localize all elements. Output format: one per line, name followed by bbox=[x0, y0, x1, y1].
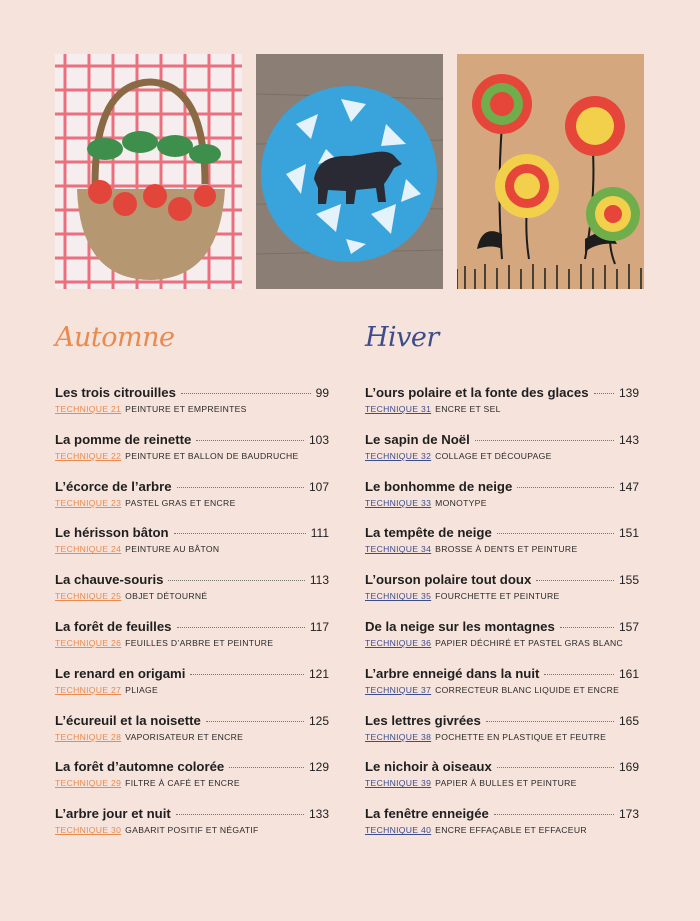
leader-dots bbox=[177, 627, 305, 628]
entry-page-number: 103 bbox=[308, 432, 329, 447]
entry-technique bbox=[55, 590, 329, 603]
entry-page-number: 99 bbox=[315, 386, 329, 400]
entry-line bbox=[55, 805, 329, 823]
entry-line bbox=[365, 758, 639, 776]
entry-line bbox=[365, 431, 639, 449]
leader-dots bbox=[517, 487, 614, 488]
entry-line bbox=[365, 618, 639, 636]
entry-page-number: 139 bbox=[618, 386, 639, 400]
entry-title: La fenêtre enneigée bbox=[365, 806, 489, 822]
leader-dots bbox=[536, 580, 614, 581]
entry-title: La pomme de reinette bbox=[55, 431, 192, 447]
entry-page-number: 107 bbox=[308, 479, 329, 494]
technique-description: OBJET DÉTOURNÉ bbox=[125, 591, 208, 602]
toc-entry[interactable] bbox=[55, 618, 329, 665]
leader-dots bbox=[177, 487, 304, 488]
photo-strip bbox=[55, 54, 645, 289]
toc-entry[interactable] bbox=[365, 524, 639, 571]
entry-page-number: 129 bbox=[308, 760, 329, 775]
technique-description: COLLAGE ET DÉCOUPAGE bbox=[435, 450, 552, 461]
entry-title: La forêt de feuilles bbox=[55, 618, 172, 634]
entry-technique bbox=[365, 637, 639, 650]
entry-page-number: 161 bbox=[618, 666, 639, 681]
polar-bear-mosaic-photo bbox=[256, 54, 443, 289]
technique-description: VAPORISATEUR ET ENCRE bbox=[125, 731, 244, 742]
toc-entry[interactable] bbox=[365, 665, 639, 712]
entry-line bbox=[55, 384, 329, 402]
entry-page-number: 173 bbox=[618, 807, 639, 822]
entry-line bbox=[55, 712, 329, 730]
technique-label: TECHNIQUE 32 bbox=[365, 450, 432, 461]
technique-label: TECHNIQUE 24 bbox=[55, 544, 122, 555]
entry-line bbox=[365, 805, 639, 823]
entry-line bbox=[55, 571, 329, 589]
entry-title: Le sapin de Noël bbox=[365, 431, 470, 447]
toc-entry[interactable] bbox=[55, 384, 329, 431]
leader-dots bbox=[594, 393, 614, 394]
technique-description: ENCRE EFFAÇABLE ET EFFACEUR bbox=[435, 825, 587, 836]
leader-dots bbox=[174, 533, 306, 534]
entry-title: L’ours polaire et la fonte des glaces bbox=[365, 385, 589, 400]
entry-line bbox=[55, 665, 329, 683]
entry-technique bbox=[365, 497, 639, 510]
technique-label: TECHNIQUE 39 bbox=[365, 778, 432, 789]
entry-page-number: 117 bbox=[309, 619, 329, 634]
section-winter bbox=[365, 318, 639, 852]
toc-entry[interactable] bbox=[365, 618, 639, 665]
entry-technique bbox=[365, 450, 639, 463]
entry-page-number: 155 bbox=[618, 573, 639, 588]
toc-entry[interactable] bbox=[365, 384, 639, 431]
technique-label: TECHNIQUE 22 bbox=[55, 450, 122, 461]
toc-entry[interactable] bbox=[55, 524, 329, 571]
technique-label: TECHNIQUE 36 bbox=[365, 637, 432, 648]
entry-technique bbox=[365, 684, 639, 697]
entry-title: La forêt d’automne colorée bbox=[55, 759, 225, 775]
leader-dots bbox=[206, 721, 304, 722]
leader-dots bbox=[486, 721, 614, 722]
entry-page-number: 157 bbox=[618, 619, 639, 634]
technique-description: BROSSE À DENTS ET PEINTURE bbox=[435, 544, 578, 555]
leader-dots bbox=[497, 533, 614, 534]
entry-page-number: 125 bbox=[308, 713, 329, 728]
entry-page-number: 113 bbox=[309, 573, 329, 588]
entry-line bbox=[55, 524, 329, 542]
entry-page-number: 147 bbox=[618, 479, 639, 494]
entry-line bbox=[365, 524, 639, 542]
entry-technique bbox=[55, 684, 329, 697]
section-title: Automne bbox=[55, 322, 175, 353]
technique-label: TECHNIQUE 25 bbox=[55, 591, 122, 602]
technique-label: TECHNIQUE 26 bbox=[55, 637, 122, 648]
entry-line bbox=[55, 431, 329, 449]
entry-title: L’écureuil et la noisette bbox=[55, 712, 201, 728]
leader-dots bbox=[168, 580, 304, 581]
entry-title: L’arbre enneigé dans la nuit bbox=[365, 665, 540, 681]
entry-page-number: 111 bbox=[310, 526, 329, 541]
toc-entry[interactable] bbox=[55, 431, 329, 478]
technique-label: TECHNIQUE 37 bbox=[365, 684, 432, 695]
entry-line bbox=[365, 384, 639, 402]
technique-description: PEINTURE ET EMPREINTES bbox=[125, 404, 247, 414]
technique-description: PASTEL GRAS ET ENCRE bbox=[125, 497, 236, 508]
entry-technique bbox=[55, 824, 329, 837]
technique-description: PAPIER DÉCHIRÉ ET PASTEL GRAS BLANC bbox=[435, 637, 624, 648]
technique-label: TECHNIQUE 38 bbox=[365, 731, 432, 742]
leader-dots bbox=[190, 674, 304, 675]
technique-label: TECHNIQUE 23 bbox=[55, 497, 122, 508]
leader-dots bbox=[475, 440, 614, 441]
entry-technique bbox=[365, 590, 639, 603]
entry-line bbox=[55, 478, 329, 496]
entry-line bbox=[365, 571, 639, 589]
section-title: Hiver bbox=[365, 322, 439, 353]
leader-dots bbox=[176, 814, 304, 815]
technique-description: CORRECTEUR BLANC LIQUIDE ET ENCRE bbox=[435, 684, 620, 695]
leader-dots bbox=[560, 627, 614, 628]
entry-line bbox=[365, 712, 639, 730]
technique-label: TECHNIQUE 21 bbox=[55, 404, 122, 414]
entry-page-number: 165 bbox=[618, 713, 639, 728]
entry-technique bbox=[55, 731, 329, 744]
leader-dots bbox=[497, 767, 614, 768]
toc-entry[interactable] bbox=[365, 758, 639, 805]
toc-entry[interactable] bbox=[365, 712, 639, 759]
entry-technique bbox=[55, 450, 329, 463]
toc-entry[interactable] bbox=[55, 758, 329, 805]
toc-list bbox=[365, 384, 639, 852]
technique-description: FILTRE À CAFÉ ET ENCRE bbox=[125, 778, 240, 789]
entry-page-number: 121 bbox=[308, 666, 329, 681]
technique-label: TECHNIQUE 29 bbox=[55, 778, 122, 789]
entry-title: Le hérisson bâton bbox=[55, 525, 169, 541]
leader-dots bbox=[229, 767, 304, 768]
leader-dots bbox=[494, 814, 614, 815]
entry-title: Le renard en origami bbox=[55, 665, 186, 681]
technique-description: PAPIER À BULLES ET PEINTURE bbox=[435, 778, 577, 789]
entry-title: Le nichoir à oiseaux bbox=[365, 759, 492, 775]
entry-title: Les trois citrouilles bbox=[55, 385, 176, 400]
toc-entry[interactable] bbox=[55, 665, 329, 712]
technique-label: TECHNIQUE 35 bbox=[365, 591, 432, 602]
felt-flowers-photo bbox=[457, 54, 644, 289]
entry-title: L’ourson polaire tout doux bbox=[365, 572, 532, 588]
entry-technique bbox=[365, 777, 639, 790]
entry-technique bbox=[365, 543, 639, 556]
technique-description: PEINTURE ET BALLON DE BAUDRUCHE bbox=[125, 450, 299, 461]
technique-description: GABARIT POSITIF ET NÉGATIF bbox=[125, 825, 259, 836]
section-autumn bbox=[55, 318, 329, 852]
leader-dots bbox=[181, 393, 311, 394]
technique-label: TECHNIQUE 28 bbox=[55, 731, 122, 742]
toc-entry[interactable] bbox=[55, 712, 329, 759]
cherry-basket-photo bbox=[55, 54, 242, 289]
technique-description: PEINTURE AU BÂTON bbox=[125, 544, 220, 555]
entry-line bbox=[55, 618, 329, 636]
technique-label: TECHNIQUE 34 bbox=[365, 544, 432, 555]
entry-technique bbox=[55, 543, 329, 556]
technique-description: POCHETTE EN PLASTIQUE ET FEUTRE bbox=[435, 731, 607, 742]
entry-title: L’arbre jour et nuit bbox=[55, 806, 171, 822]
toc-list bbox=[55, 384, 329, 852]
toc-entry[interactable] bbox=[365, 805, 639, 852]
technique-label: TECHNIQUE 31 bbox=[365, 404, 432, 414]
toc-entry[interactable] bbox=[365, 431, 639, 478]
technique-description: MONOTYPE bbox=[435, 497, 487, 508]
technique-description: PLIAGE bbox=[125, 684, 159, 695]
entry-title: Les lettres givrées bbox=[365, 712, 481, 728]
entry-line bbox=[55, 758, 329, 776]
toc-entry[interactable] bbox=[55, 805, 329, 852]
technique-label: TECHNIQUE 30 bbox=[55, 825, 122, 836]
technique-description: FEUILLES D’ARBRE ET PEINTURE bbox=[125, 637, 274, 648]
entry-technique bbox=[365, 731, 639, 744]
toc-entry[interactable] bbox=[55, 478, 329, 525]
entry-technique bbox=[55, 637, 329, 650]
leader-dots bbox=[544, 674, 614, 675]
entry-title: Le bonhomme de neige bbox=[365, 478, 513, 494]
entry-page-number: 133 bbox=[308, 807, 329, 822]
toc-entry[interactable] bbox=[365, 571, 639, 618]
entry-technique bbox=[55, 497, 329, 510]
entry-line bbox=[365, 665, 639, 683]
entry-technique bbox=[55, 403, 329, 416]
entry-page-number: 151 bbox=[618, 526, 639, 541]
entry-page-number: 169 bbox=[618, 760, 639, 775]
technique-label: TECHNIQUE 40 bbox=[365, 825, 432, 836]
toc-entry[interactable] bbox=[55, 571, 329, 618]
entry-technique bbox=[365, 403, 639, 416]
technique-description: ENCRE ET SEL bbox=[435, 404, 501, 414]
entry-technique bbox=[365, 824, 639, 837]
entry-title: La chauve-souris bbox=[55, 572, 164, 588]
entry-line bbox=[365, 478, 639, 496]
entry-page-number: 143 bbox=[618, 432, 639, 447]
toc-entry[interactable] bbox=[365, 478, 639, 525]
entry-title: La tempête de neige bbox=[365, 525, 492, 541]
leader-dots bbox=[196, 440, 304, 441]
technique-description: FOURCHETTE ET PEINTURE bbox=[435, 591, 560, 602]
technique-label: TECHNIQUE 27 bbox=[55, 684, 122, 695]
technique-label: TECHNIQUE 33 bbox=[365, 497, 432, 508]
entry-technique bbox=[55, 777, 329, 790]
entry-title: De la neige sur les montagnes bbox=[365, 618, 555, 634]
entry-title: L’écorce de l’arbre bbox=[55, 478, 172, 494]
